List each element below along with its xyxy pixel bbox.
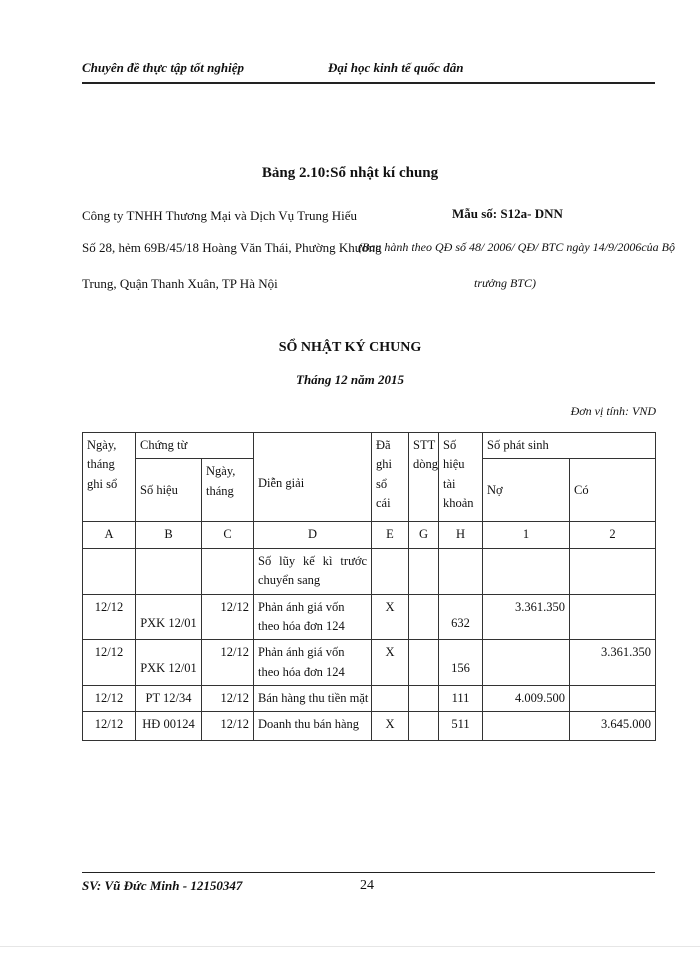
- form-note-line1: (Ban hành theo QĐ số 48/ 2006/ QĐ/ BTC ngày 14/9/2006của Bộ: [358, 240, 675, 254]
- col-header-voucher: Chứng từ: [136, 433, 254, 459]
- footer-rule: [82, 872, 655, 873]
- col-code: H: [439, 522, 483, 548]
- col-header-debit: Nợ: [483, 459, 570, 522]
- cell-account: 156: [439, 640, 483, 686]
- col-header-account: Số hiệu tài khoản: [439, 433, 483, 522]
- page-edge: [0, 946, 700, 947]
- form-note-line2: trưởng BTC): [474, 276, 536, 290]
- cell-voucher-no: PXK 12/01: [136, 594, 202, 640]
- cell-posted: [372, 686, 409, 712]
- col-code: G: [409, 522, 439, 548]
- col-header-date: Ngày, tháng ghi sổ: [83, 433, 136, 522]
- cell-date: 12/12: [83, 594, 136, 640]
- carry-forward-label: Số lũy kế kì trước chuyển sang: [254, 548, 372, 594]
- cell-debit: [483, 712, 570, 741]
- cell-posted: X: [372, 640, 409, 686]
- cell-desc: Phản ánh giá vốn theo hóa đơn 124: [254, 640, 372, 686]
- cell-voucher-no: PXK 12/01: [136, 640, 202, 686]
- company-address-line2: Trung, Quận Thanh Xuân, TP Hà Nội: [82, 276, 278, 291]
- cell-account: 632: [439, 594, 483, 640]
- form-code: Mẫu số: S12a- DNN: [452, 206, 563, 221]
- table-row: [83, 640, 656, 686]
- table-title: Bảng 2.10:Sổ nhật kí chung: [261, 165, 439, 181]
- ledger-unit: Đơn vị tính: VND: [570, 404, 656, 418]
- col-code: E: [372, 522, 409, 548]
- cell-credit: 3.645.000: [570, 712, 656, 741]
- cell-account: 511: [439, 712, 483, 741]
- col-header-posted: Đã ghi sổ cái: [372, 433, 409, 522]
- ledger-title: SỔ NHẬT KÝ CHUNG: [278, 340, 422, 355]
- page-number: 24: [360, 878, 374, 893]
- footer-student: SV: Vũ Đức Minh - 12150347: [82, 878, 243, 893]
- table-row: [83, 686, 656, 712]
- cell-credit: [570, 686, 656, 712]
- cell-desc: Bán hàng thu tiền mặt: [254, 686, 372, 712]
- cell-line: [409, 594, 439, 640]
- cell-credit: 3.361.350: [570, 640, 656, 686]
- col-header-amount: Số phát sinh: [483, 433, 656, 459]
- col-header-credit: Có: [570, 459, 656, 522]
- cell-line: [409, 712, 439, 741]
- col-code: D: [254, 522, 372, 548]
- cell-debit: 4.009.500: [483, 686, 570, 712]
- cell-voucher-date: 12/12: [202, 640, 254, 686]
- table-row: [83, 712, 656, 741]
- ledger-period: Tháng 12 năm 2015: [296, 372, 404, 387]
- cell-posted: X: [372, 594, 409, 640]
- cell-voucher-date: 12/12: [202, 686, 254, 712]
- col-code: B: [136, 522, 202, 548]
- cell-posted: X: [372, 712, 409, 741]
- cell-date: 12/12: [83, 712, 136, 741]
- cell-line: [409, 640, 439, 686]
- cell-debit: [483, 640, 570, 686]
- cell-date: 12/12: [83, 640, 136, 686]
- col-header-voucher-date: Ngày, tháng: [202, 459, 254, 522]
- header-left: Chuyên đề thực tập tốt nghiệp: [82, 60, 244, 75]
- carry-forward-row: [83, 548, 656, 594]
- header-rule: [82, 82, 655, 84]
- cell-date: 12/12: [83, 686, 136, 712]
- col-code: 2: [570, 522, 656, 548]
- col-code: C: [202, 522, 254, 548]
- col-header-line: STT dòng: [409, 433, 439, 522]
- col-header-desc: Diễn giải: [254, 433, 372, 522]
- cell-debit: 3.361.350: [483, 594, 570, 640]
- ledger-table: [82, 432, 656, 741]
- company-name: Công ty TNHH Thương Mại và Dịch Vụ Trung Hiếu: [82, 208, 358, 223]
- cell-desc: Phản ánh giá vốn theo hóa đơn 124: [254, 594, 372, 640]
- cell-voucher-date: 12/12: [202, 594, 254, 640]
- cell-voucher-date: 12/12: [202, 712, 254, 741]
- cell-voucher-no: PT 12/34: [136, 686, 202, 712]
- table-row: [83, 594, 656, 640]
- column-code-row: [83, 522, 656, 548]
- cell-credit: [570, 594, 656, 640]
- header-right: Đại học kinh tế quốc dân: [328, 60, 464, 75]
- cell-account: 111: [439, 686, 483, 712]
- header-row-1: [83, 433, 656, 459]
- cell-voucher-no: HĐ 00124: [136, 712, 202, 741]
- col-header-voucher-no: Số hiệu: [136, 459, 202, 522]
- cell-line: [409, 686, 439, 712]
- col-code: 1: [483, 522, 570, 548]
- company-address-line1: Số 28, hẻm 69B/45/18 Hoàng Văn Thái, Phường Khương: [82, 240, 382, 255]
- col-code: A: [83, 522, 136, 548]
- cell-desc: Doanh thu bán hàng: [254, 712, 372, 741]
